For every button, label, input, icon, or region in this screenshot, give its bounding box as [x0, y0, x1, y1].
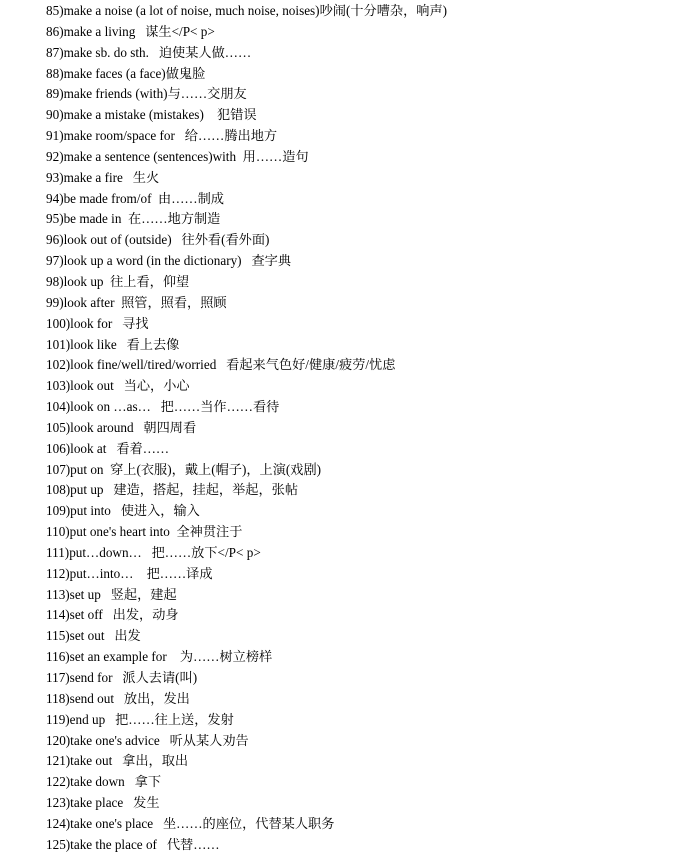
- phrase-line: 112)put…into… 把……译成: [46, 565, 213, 581]
- phrase-line: 114)set off 出发，动身: [46, 607, 179, 623]
- phrase-line: 91)make room/space for 给……腾出地方: [46, 128, 278, 144]
- phrase-line: 103)look out 当心，小心: [46, 378, 190, 394]
- phrase-line: 118)send out 放出，发出: [46, 690, 190, 706]
- phrase-line: 95)be made in 在……地方制造: [46, 211, 221, 227]
- phrase-line: 86)make a living 谋生</P< p>: [46, 23, 215, 39]
- phrase-line: 105)look around 朝四周看: [46, 419, 197, 435]
- phrase-line: 115)set out 出发: [46, 628, 141, 644]
- phrase-line: 113)set up 竖起，建起: [46, 586, 177, 602]
- phrase-line: 109)put into 使进入，输入: [46, 503, 200, 519]
- phrase-line: 110)put one's heart into 全神贯注于: [46, 524, 243, 540]
- phrase-line: 122)take down 拿下: [46, 774, 162, 790]
- phrase-line: 94)be made from/of 由……制成: [46, 190, 224, 206]
- phrase-line: 124)take one's place 坐……的座位，代替某人职务: [46, 815, 335, 831]
- phrase-line: 93)make a fire 生火: [46, 169, 160, 185]
- phrase-line: 107)put on 穿上(衣服)，戴上(帽子)，上演(戏剧): [46, 461, 322, 477]
- phrase-line: 119)end up 把……往上送，发射: [46, 711, 234, 727]
- phrase-line: 88)make faces (a face)做鬼脸: [46, 65, 206, 81]
- phrase-line: 108)put up 建造，搭起，挂起，举起，张帖: [46, 482, 299, 498]
- phrase-line: 116)set an example for 为……树立榜样: [46, 649, 273, 665]
- phrase-line: 85)make a noise (a lot of noise, much noise, noises)吵闹(十分嘈杂，响声): [46, 3, 448, 18]
- phrase-line: 111)put…down… 把……放下</P< p>: [46, 544, 261, 560]
- phrase-line: 89)make friends (with)与……交朋友: [46, 86, 247, 102]
- phrase-line: 125)take the place of 代替……: [46, 836, 220, 852]
- phrase-line: 120)take one's advice 听从某人劝告: [46, 732, 249, 748]
- phrase-line: 92)make a sentence (sentences)with 用……造句: [46, 148, 309, 164]
- phrase-line: 106)look at 看着……: [46, 440, 170, 456]
- phrase-line: 121)take out 拿出，取出: [46, 753, 189, 769]
- phrase-line: 99)look after 照管，照看，照顾: [46, 294, 227, 310]
- phrase-line: 104)look on …as… 把……当作……看待: [46, 399, 280, 415]
- phrase-line: 100)look for 寻找: [46, 315, 149, 331]
- phrase-line: 117)send for 派人去请(叫): [46, 670, 198, 685]
- phrase-list: [46, 1, 670, 856]
- phrase-line: 123)take place 发生: [46, 795, 160, 811]
- phrase-line: 102)look fine/well/tired/worried 看起来气色好/健康/疲劳/忧虑: [46, 357, 396, 373]
- phrase-line: 96)look out of (outside) 往外看(看外面): [46, 232, 270, 248]
- phrase-line: 90)make a mistake (mistakes) 犯错误: [46, 107, 257, 123]
- phrase-line: 98)look up 往上看，仰望: [46, 273, 190, 289]
- phrase-line: 97)look up a word (in the dictionary) 查字典: [46, 253, 292, 269]
- phrase-line: 101)look like 看上去像: [46, 336, 180, 352]
- phrase-line: 87)make sb. do sth. 迫使某人做……: [46, 44, 252, 60]
